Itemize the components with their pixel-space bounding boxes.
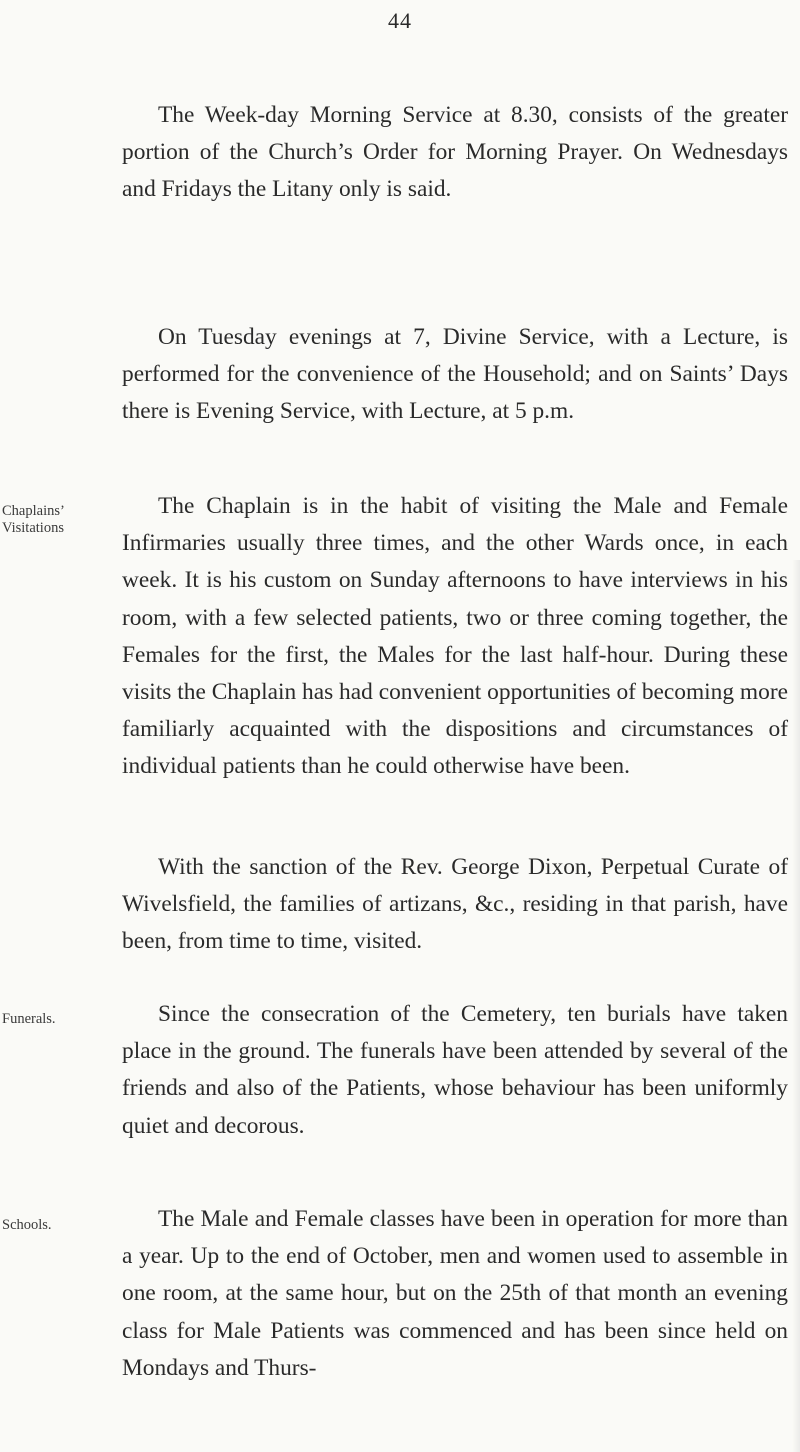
page-edge-shadow [792, 560, 800, 1452]
margin-note-chaplains-visitations [2, 503, 114, 537]
margin-note-funerals: Funerals. [2, 1011, 56, 1027]
margin-note-line: Visitations [2, 520, 64, 536]
page-number: 44 [388, 8, 412, 33]
paragraph-week-day-service: The Week-day Morning Service at 8.30, consists of the greater portion of the Church’s Order for Morning Prayer. On Wednesdays and Fridays the Litany only is said. [122, 102, 788, 203]
paragraph-funerals: Since the consecration of the Cemetery, ten burials have taken place in the ground. The funerals have been attended by several of the friends and also of the Patients, whose behaviour has been uniformly quiet and decorous. [122, 1001, 788, 1139]
paragraph-chaplain-visits: The Chaplain is in the habit of visiting the Male and Female Infirmaries usually three times, and the other Wards once, in each week. It is his custom on Sunday afternoons to have interviews in his room, with a few selected patients, two or three coming together, the Females for the first, the Males for the last half-hour. During these visits the Chaplain has had convenient opportunities of becoming more familiarly acquainted with the dispositions and circumstances of individual patients than he could otherwise have been. [122, 493, 788, 780]
paragraph-schools: The Male and Female classes have been in operation for more than a year. Up to the end of October, men and women used to assemble in one room, at the same hour, but on the 25th of that month an evening class for Male Patients was commenced and has been since held on Mondays and Thurs- [122, 1206, 788, 1381]
paragraph-wivelsfield: With the sanction of the Rev. George Dixon, Perpetual Curate of Wivelsfield, the families of artizans, &c., residing in that parish, have been, from time to time, visited. [122, 854, 788, 955]
paragraph-tuesday-evenings: On Tuesday evenings at 7, Divine Service, with a Lecture, is performed for the convenience of the Household; and on Saints’ Days there is Evening Service, with Lecture, at 5 p.m. [122, 324, 788, 425]
margin-note-schools: Schools. [2, 1217, 52, 1233]
margin-note-line: Chaplains’ [2, 503, 65, 519]
